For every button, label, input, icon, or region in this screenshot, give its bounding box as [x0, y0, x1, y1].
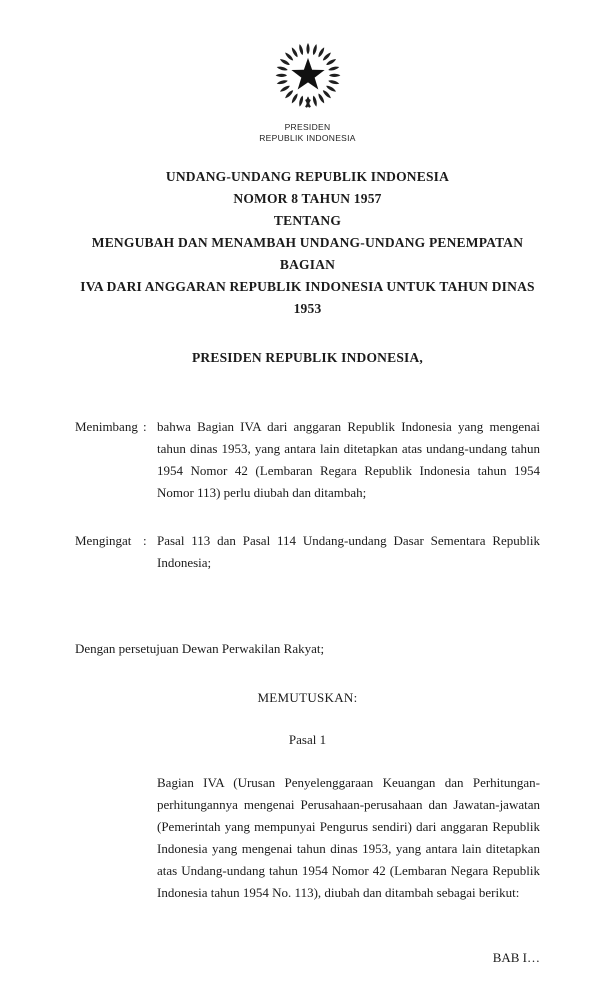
title-line-1: UNDANG-UNDANG REPUBLIK INDONESIA — [165, 169, 450, 185]
memutuskan-heading: MEMUTUSKAN: — [257, 690, 358, 706]
title-line-2: NOMOR 8 TAHUN 1957 — [233, 191, 382, 207]
title-line-5: IVA DARI ANGGARAN REPUBLIK INDONESIA UNTUK TAHUN DINAS 1953 — [80, 279, 535, 317]
document-title-block — [75, 166, 540, 320]
mengingat-colon: : — [143, 533, 147, 549]
pasal-1-text: Bagian IVA (Urusan Penyelenggaraan Keuangan dan Perhitungan-perhitungannya mengenai Perusahaan-perusahaan dan Jawatan-jawatan (Pemerintah yang mempunyai Pengurus sendiri) dari anggaran Republik Indonesia yang mengenai tahun dinas 1953, yang antara lain ditetapkan atas Undang-undang tahun 1954 Nomor 42 (Lembaran Negara Republik Indonesia tahun 1954 No. 113), diubah dan ditambah sebagai berikut: — [157, 775, 540, 901]
presidential-emblem-icon — [264, 36, 352, 120]
emblem-caption — [75, 122, 540, 144]
emblem-caption-line2: REPUBLIK INDONESIA — [259, 133, 356, 144]
menimbang-clause — [75, 416, 540, 504]
agreement-line: Dengan persetujuan Dewan Perwakilan Rakyat; — [75, 641, 325, 657]
pasal-1-heading: Pasal 1 — [288, 732, 327, 748]
mengingat-clause — [75, 530, 540, 574]
title-line-4: MENGUBAH DAN MENAMBAH UNDANG-UNDANG PENEMPATAN BAGIAN — [91, 235, 524, 273]
star-icon — [291, 58, 324, 90]
title-line-3: TENTANG — [273, 213, 342, 229]
menimbang-colon: : — [143, 419, 147, 435]
issuer-heading: PRESIDEN REPUBLIK INDONESIA, — [191, 350, 424, 366]
menimbang-label: Menimbang — [75, 419, 138, 435]
letterhead — [75, 36, 540, 144]
mengingat-text: Pasal 113 dan Pasal 114 Undang-undang Dasar Sementara Republik Indonesia; — [157, 533, 540, 571]
emblem-caption-line1: PRESIDEN — [284, 122, 331, 132]
mengingat-label: Mengingat — [75, 533, 132, 549]
menimbang-text: bahwa Bagian IVA dari anggaran Republik Indonesia yang mengenai tahun dinas 1953, yang antara lain ditetapkan atas undang-undang tahun 1954 Nomor 42 (Lembaran Regara Republik Indonesia tahun 1954 Nomor 113) perlu diubah dan ditambah; — [157, 419, 540, 501]
page-continuation-marker: BAB I… — [492, 950, 540, 966]
